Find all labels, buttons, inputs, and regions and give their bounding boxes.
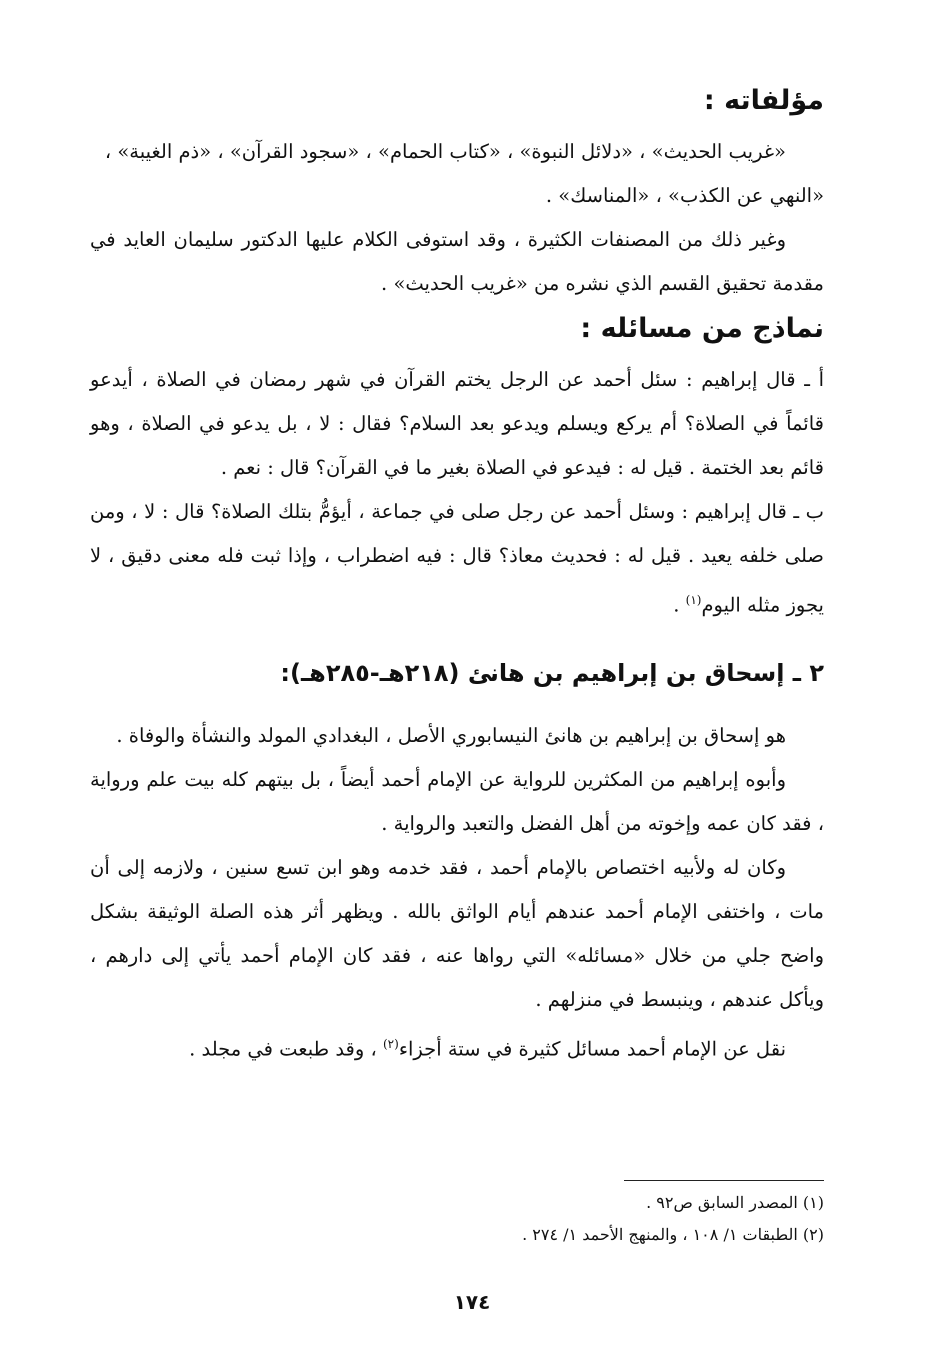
biography-paragraph-text: نقل عن الإمام أحمد مسائل كثيرة في ستة أجزاء — [398, 1037, 786, 1060]
biography-paragraph: هو إسحاق بن إبراهيم بن هانئ النيسابوري الأصل ، البغدادي المولد والنشأة والوفاة . — [116, 723, 786, 747]
example-item-b-text: ب ـ قال إبراهيم : وسئل أحمد عن رجل صلى في جماعة ، أيؤمُّ بتلك الصلاة؟ قال : لا ، ومن صلى خلفه يعيد . قيل له : فحديث معاذ؟ قال : فيه اضطراب ، وإذا ثبت فله معنى دقيق ، لا يجوز مثله اليوم — [90, 500, 824, 617]
biography-paragraph-end: ، وقد طبعت في مجلد . — [189, 1037, 383, 1060]
footnote: (٢) الطبقات ١/ ١٠٨ ، والمنهج الأحمد ١/ ٢٧٤ . — [522, 1225, 824, 1244]
footnote: (١) المصدر السابق ص٩٢ . — [646, 1193, 824, 1212]
footnote-divider — [624, 1180, 824, 1181]
footnote-ref: (٢) — [382, 1036, 399, 1051]
example-item-b-end: . — [673, 593, 686, 617]
example-item-b — [90, 490, 824, 628]
biography-paragraph: وكان له ولأبيه اختصاص بالإمام أحمد ، فقد خدمه وهو ابن تسع سنين ، ولازمه إلى أن مات ، واختفى الإمام أحمد عندهم أيام الواثق بالله . ويظهر أثر هذه الصلة الوثيقة بشكل واضح جلي من خلال «مسائله» التي رواها عنه ، فقد كان الإمام أحمد يأتي إلى دارهم ، ويأكل عندهم ، وينبسط في منزلهم . — [90, 855, 824, 1011]
section-heading-examples: نماذج من مسائله : — [580, 313, 824, 344]
works-list-line: «غريب الحديث» ، «دلائل النبوة» ، «كتاب الحمام» ، «سجود القرآن» ، «ذم الغيبة» ، — [104, 140, 786, 163]
footnote-ref: (١) — [685, 593, 702, 607]
works-paragraph: وغير ذلك من المصنفات الكثيرة ، وقد استوفى الكلام عليها الدكتور سليمان العايد في مقدمة تحقيق القسم الذي نشره من «غريب الحديث» . — [90, 228, 824, 295]
biography-heading: ٢ ـ إسحاق بن إبراهيم بن هانئ (٢١٨هـ-٢٨٥هـ): — [280, 658, 824, 687]
example-item-a: أ ـ قال إبراهيم : سئل أحمد عن الرجل يختم القرآن في شهر رمضان في الصلاة ، أيدعو قائماً في الصلاة؟ أم يركع ويسلم ويدعو بعد السلام؟ فقال : لا ، بل يدعو في الصلاة ، وهو قائم بعد الختمة . قيل له : فيدعو في الصلاة بغير ما في القرآن؟ قال : نعم . — [90, 368, 824, 479]
footnotes — [464, 1180, 824, 1251]
page-number: ١٧٤ — [453, 1290, 491, 1314]
section-heading-works: مؤلفاته : — [703, 85, 824, 116]
works-list-line: «النهي عن الكذب» ، «المناسك» . — [545, 184, 824, 207]
biography-paragraph: وأبوه إبراهيم من المكثرين للرواية عن الإمام أحمد أيضاً ، بل بيتهم كله بيت علم ورواية ، فقد كان عمه وإخوته من أهل الفضل والتعبد والرواية . — [90, 767, 824, 835]
biography-paragraph — [90, 1022, 824, 1072]
page-body — [90, 78, 824, 1071]
